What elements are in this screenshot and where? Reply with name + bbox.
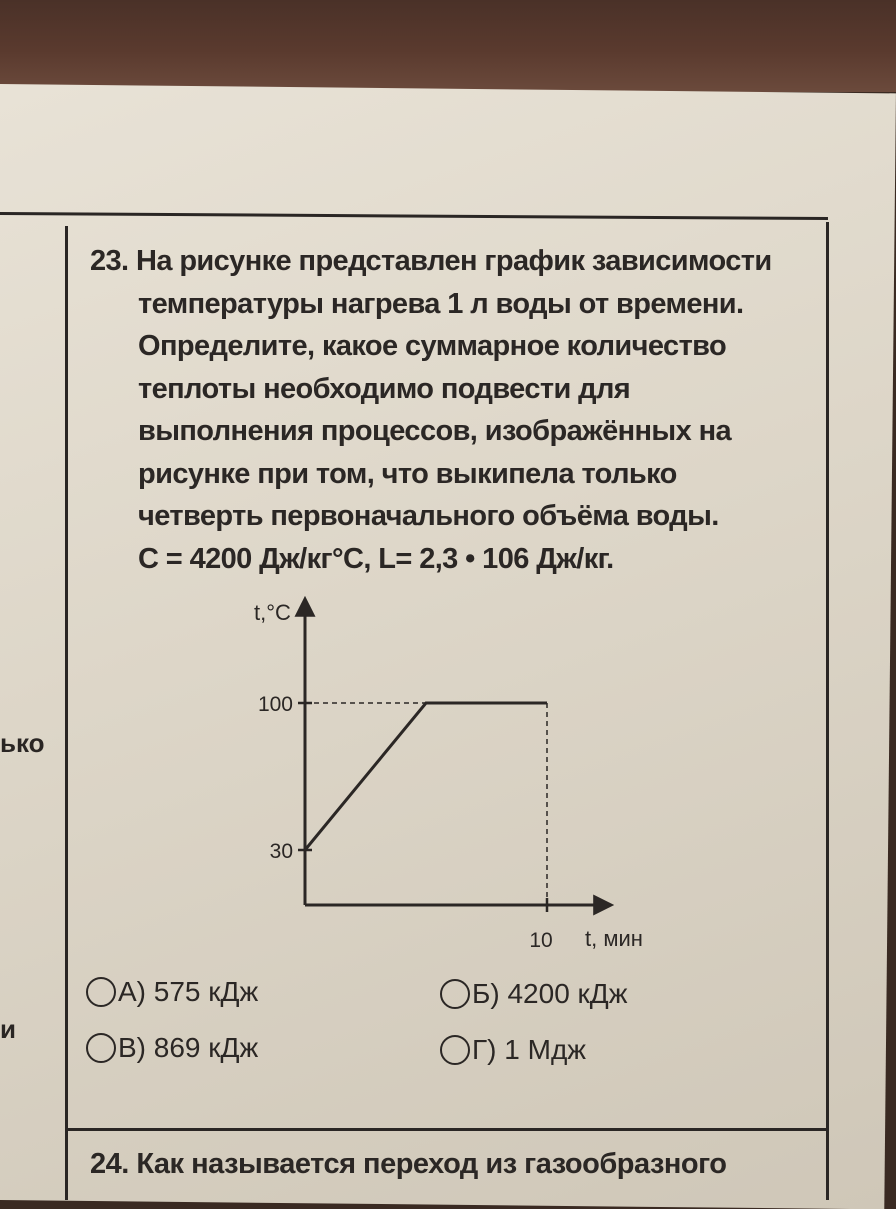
radio-circle-icon[interactable]: [440, 1035, 470, 1065]
question-line: выполнения процессов, изображённых на: [138, 415, 732, 447]
left-column-fragment: и: [0, 1014, 16, 1044]
column-divider: [65, 226, 68, 1200]
left-column-fragment: ько: [0, 728, 45, 758]
question-line: температуры нагрева 1 л воды от времени.: [138, 287, 744, 320]
temperature-time-chart: [240, 590, 660, 960]
answer-label: Г) 1 Мдж: [472, 1034, 587, 1065]
question-number: 23.: [90, 245, 129, 277]
answer-option-a[interactable]: [86, 976, 258, 1008]
question-separator: [68, 1128, 828, 1131]
question-line: четверть первоначального объёма воды.: [138, 500, 719, 532]
question-line-1: 23. На рисунке представлен график зависимости: [90, 245, 772, 277]
answer-option-b[interactable]: [440, 978, 628, 1010]
question-line: рисунке при том, что выкипела только: [138, 457, 677, 490]
y-tick-label: 30: [269, 840, 293, 863]
answer-label: Б) 4200 кДж: [472, 978, 628, 1009]
question-23: [90, 240, 810, 580]
answer-option-c[interactable]: [86, 1032, 258, 1064]
table-surface: [0, 0, 896, 92]
x-axis-label: t, мин: [585, 926, 643, 951]
answer-option-d[interactable]: [440, 1034, 586, 1066]
answer-label: В) 869 кДж: [118, 1032, 259, 1063]
radio-circle-icon[interactable]: [86, 977, 116, 1007]
radio-circle-icon[interactable]: [86, 1033, 116, 1063]
question-24-title: 24. Как называется переход из газообразного: [90, 1148, 727, 1180]
answer-label: А) 575 кДж: [118, 976, 259, 1007]
question-line: Определите, какое суммарное количество: [138, 330, 727, 362]
series-line: [305, 703, 547, 850]
question-line: теплоты необходимо подвести для: [138, 372, 631, 405]
radio-circle-icon[interactable]: [440, 979, 470, 1009]
constants-line: C = 4200 Дж/кг°С, L= 2,3 • 106 Дж/кг.: [138, 542, 614, 575]
frame-right-rule: [826, 222, 829, 1200]
x-tick-label: 10: [529, 929, 553, 952]
y-tick-label: 100: [257, 693, 293, 716]
y-axis-label: t,°С: [254, 600, 291, 625]
